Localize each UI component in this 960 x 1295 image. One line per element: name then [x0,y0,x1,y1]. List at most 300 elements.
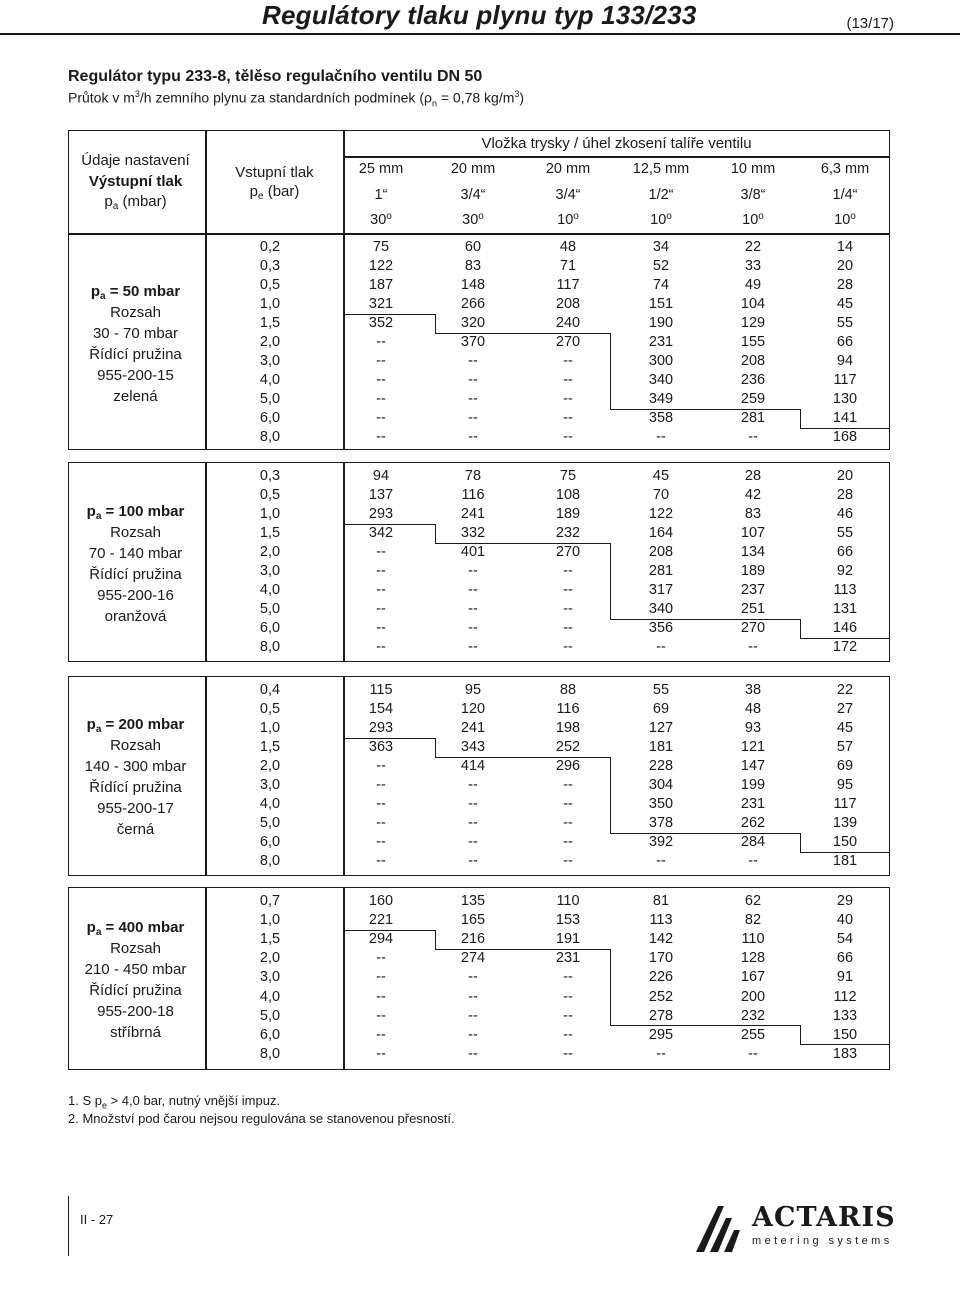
size-inch: 1“ [374,187,388,203]
range-label: Rozsah [110,940,161,957]
flow-value: 340 [648,372,674,388]
flow-value: -- [468,1007,478,1024]
inlet-pressure: 8,0 [259,639,281,655]
flow-value: 168 [832,429,858,445]
flow-value: 104 [740,296,766,312]
setting-header-line1: Údaje nastavení [81,152,190,169]
inlet-pressure: 0,5 [259,701,281,717]
flow-value: 75 [559,468,577,484]
accuracy-limit-step [435,738,436,758]
flow-value: 284 [740,834,766,850]
flow-value: 187 [368,277,394,293]
size-mm: 6,3 mm [820,161,870,177]
seat-angle: 10$^o$ [742,211,764,228]
flow-value: 183 [832,1045,858,1062]
flow-value: 150 [832,1026,858,1043]
flow-value: 38 [744,682,762,698]
flow-value: 392 [648,834,674,850]
inlet-pressure: 1,0 [259,506,281,522]
accuracy-limit-step [610,757,611,834]
flow-value: -- [468,639,478,655]
flow-value: 116 [556,701,580,717]
footnote-2: 2. Množství pod čarou nejsou regulována se stanovenou přesností. [68,1111,455,1126]
flow-value: -- [468,620,478,636]
flow-value: 232 [555,525,581,541]
accuracy-limit-line [525,543,610,544]
flow-value: -- [376,815,386,831]
spring-color: stříbrná [110,1024,161,1041]
flow-value: 95 [464,682,482,698]
flow-value: 113 [833,582,857,598]
flow-value: -- [376,620,386,636]
accuracy-limit-line [610,619,710,620]
inlet-pressure: 0,3 [259,258,281,274]
size-mm: 10 mm [730,161,776,177]
spring-label: Řídící pružina [89,982,182,999]
inlet-pressure: 1,0 [259,720,281,736]
flow-value: -- [563,429,573,445]
inlet-pressure: 8,0 [259,853,281,869]
flow-value: 266 [460,296,486,312]
inlet-pressure: 2,0 [259,544,281,560]
accuracy-limit-step [610,949,611,1026]
flow-value: -- [563,410,573,426]
flow-value: -- [563,582,573,598]
flow-value: 165 [460,912,486,929]
flow-value: 69 [652,701,670,717]
flow-value: -- [748,639,758,655]
accuracy-limit-line [435,949,525,950]
inlet-pressure: 8,0 [259,429,281,445]
flow-value: 200 [740,988,766,1005]
setting-header-line2: Výstupní tlak [88,173,183,190]
flow-value: -- [563,563,573,579]
flow-value: -- [468,777,478,793]
size-mm: 20 mm [450,161,496,177]
flow-value: -- [468,796,478,812]
accuracy-limit-line [800,428,890,429]
flow-value: -- [563,391,573,407]
seat-angle: 30$^o$ [370,211,392,228]
flow-value: 20 [836,258,854,274]
flow-value: 95 [836,777,854,793]
flow-value: 107 [740,525,766,541]
flow-value: 148 [460,277,486,293]
flow-value: 137 [368,487,394,503]
flow-value: 113 [649,912,673,929]
flow-value: -- [376,969,386,986]
page-ref-divider [68,1196,69,1256]
flow-value: 133 [832,1007,858,1024]
size-inch: 3/8“ [740,187,766,203]
size-inch: 3/4“ [555,187,581,203]
inlet-pressure: 4,0 [259,988,281,1005]
section-title: Regulátor typu 233-8, tělěso regulačního ventilu DN 50 [68,68,483,85]
flow-value: -- [468,853,478,869]
flow-value: 274 [460,950,486,967]
accuracy-limit-line [343,738,435,739]
flow-value: 28 [836,487,854,503]
accuracy-limit-step [435,524,436,544]
accuracy-limit-line [343,524,435,525]
flow-value: 237 [740,582,766,598]
flow-value: 48 [559,239,577,255]
flow-value: -- [468,815,478,831]
flow-value: 281 [740,410,766,426]
flow-value: 62 [744,893,762,909]
accuracy-limit-step [435,930,436,950]
inlet-pressure: 1,0 [259,912,281,929]
flow-value: 28 [744,468,762,484]
flow-value: 155 [740,334,766,350]
flow-value: 141 [832,410,858,426]
flow-value: 190 [648,315,674,331]
flow-value: 151 [648,296,674,312]
flow-value: 181 [648,739,674,755]
flow-value: 20 [836,468,854,484]
spring-part: 955-200-15 [97,367,174,384]
section-subtitle: Průtok v $m^3/h$ zemního plynu za standardních podmínek ($\rho_n = 0,78$ $kg/m^3$) [68,89,525,109]
range-label: Rozsah [110,737,161,754]
actaris-logo [690,1200,900,1260]
inlet-header-line1: Vstupní tlak [235,164,314,181]
spring-part: 955-200-17 [97,800,174,817]
flow-value: 358 [648,410,674,426]
actaris-logo-icon [690,1200,748,1258]
flow-value: 135 [460,893,486,909]
logo-tagline: metering systems [752,1235,893,1247]
flow-value: -- [376,601,386,617]
flow-value: 236 [740,372,766,388]
flow-value: 414 [460,758,486,774]
flow-value: 189 [555,506,581,522]
flow-value: 270 [740,620,766,636]
inlet-pressure: 4,0 [259,796,281,812]
block-divider-setting [205,676,207,876]
flow-value: 226 [648,969,674,986]
flow-value: 321 [368,296,394,312]
flow-value: 378 [648,815,674,831]
flow-value: 252 [648,988,674,1005]
flow-value: -- [468,353,478,369]
accuracy-limit-line [525,949,610,950]
flow-value: -- [376,834,386,850]
inlet-pressure: 1,5 [259,315,281,331]
flow-value: 172 [832,639,858,655]
inlet-pressure: 3,0 [259,353,281,369]
page-number: (13/17) [846,15,894,32]
flow-value: -- [376,777,386,793]
footnote-1: 1. S $p_e > 4,0$ bar, nutný vnější impuz. [68,1093,281,1111]
inlet-pressure: 0,5 [259,277,281,293]
flow-value: 363 [368,739,394,755]
flow-value: -- [468,429,478,445]
accuracy-limit-line [525,757,610,758]
accuracy-limit-line [800,852,890,853]
seat-angle: 10$^o$ [834,211,856,228]
flow-value: 22 [744,239,762,255]
flow-value: 356 [648,620,674,636]
range-value: 210 - 450 mbar [84,961,187,978]
flow-value: -- [468,582,478,598]
flow-value: 189 [740,563,766,579]
flow-value: 320 [460,315,486,331]
inlet-pressure: 5,0 [259,815,281,831]
flow-value: 208 [648,544,674,560]
flow-value: -- [656,429,666,445]
inlet-pressure: 6,0 [259,1026,281,1043]
flow-value: 255 [740,1026,766,1043]
accuracy-limit-line [343,314,435,315]
flow-value: 45 [652,468,670,484]
flow-value: 66 [836,334,854,350]
inlet-pressure: 1,5 [259,525,281,541]
setpoint-label: $p_a = 50$ mbar [90,283,181,302]
spring-label: Řídící pružina [89,566,182,583]
flow-value: 69 [836,758,854,774]
flow-value: 350 [648,796,674,812]
flow-value: 304 [648,777,674,793]
flow-value: -- [656,1045,666,1062]
spring-part: 955-200-18 [97,1003,174,1020]
inlet-pressure: 0,3 [259,468,281,484]
flow-value: -- [376,639,386,655]
flow-value: 116 [461,487,485,503]
inlet-pressure: 2,0 [259,334,281,350]
flow-value: 93 [744,720,762,736]
flow-value: 94 [836,353,854,369]
setting-header-line3: $p_a$ (mbar) [104,193,167,212]
block-divider-setting [205,462,207,662]
flow-value: 401 [460,544,486,560]
flow-value: 150 [832,834,858,850]
block-divider-setting [205,887,207,1070]
inlet-pressure: 1,5 [259,931,281,948]
spring-color: zelená [113,388,158,405]
inlet-header-line2: $p_e$ (bar) [249,183,300,202]
flow-value: 154 [368,701,394,717]
accuracy-limit-line [435,757,525,758]
flow-value: 281 [648,563,674,579]
flow-value: 14 [836,239,854,255]
flow-value: -- [563,372,573,388]
flow-value: -- [656,639,666,655]
flow-value: -- [376,853,386,869]
flow-value: -- [376,1007,386,1024]
accuracy-limit-line [610,1025,710,1026]
size-inch: 3/4“ [460,187,486,203]
flow-value: 251 [740,601,766,617]
flow-value: 115 [369,682,393,698]
flow-value: 146 [832,620,858,636]
flow-value: -- [468,988,478,1005]
flow-value: -- [468,391,478,407]
flow-value: 164 [648,525,674,541]
range-label: Rozsah [110,304,161,321]
inlet-pressure: 6,0 [259,620,281,636]
flow-value: 259 [740,391,766,407]
flow-value: 232 [740,1007,766,1024]
inlet-pressure: 0,4 [259,682,281,698]
flow-value: 127 [648,720,674,736]
flow-value: 130 [832,391,858,407]
flow-value: 110 [741,931,765,948]
logo-name: ACTARIS [752,1202,896,1233]
spring-color: černá [116,821,155,838]
flow-value: 122 [648,506,674,522]
flow-value: 27 [836,701,854,717]
flow-value: -- [376,334,386,350]
flow-value: 293 [368,506,394,522]
size-mm: 20 mm [545,161,591,177]
flow-value: 83 [464,258,482,274]
flow-value: 343 [460,739,486,755]
inlet-pressure: 5,0 [259,391,281,407]
seat-angle: 30$^o$ [462,211,484,228]
accuracy-limit-step [610,333,611,410]
flow-value: 45 [836,296,854,312]
flow-value: 29 [836,893,854,909]
accuracy-limit-line [710,833,800,834]
accuracy-limit-step [800,619,801,639]
inlet-pressure: 5,0 [259,601,281,617]
flow-value: 228 [648,758,674,774]
flow-value: 121 [740,739,766,755]
accuracy-limit-line [800,638,890,639]
flow-value: 139 [832,815,858,831]
header-rule-insert [343,156,890,158]
size-mm: 12,5 mm [632,161,690,177]
inlet-pressure: 2,0 [259,758,281,774]
flow-value: 45 [836,720,854,736]
flow-value: 167 [740,969,766,986]
flow-value: 294 [368,931,394,948]
flow-value: 147 [740,758,766,774]
setpoint-label: $p_a = 100$ mbar [86,503,185,522]
flow-value: -- [468,1045,478,1062]
flow-value: 142 [648,931,674,948]
flow-value: 70 [652,487,670,503]
flow-value: 342 [368,525,394,541]
accuracy-limit-line [610,833,710,834]
flow-value: 181 [832,853,858,869]
flow-value: 108 [555,487,581,503]
flow-value: -- [376,563,386,579]
flow-value: -- [563,1026,573,1043]
flow-value: 57 [836,739,854,755]
flow-value: 40 [836,912,854,929]
flow-value: 270 [555,334,581,350]
accuracy-limit-line [710,409,800,410]
flow-value: 270 [555,544,581,560]
flow-value: 42 [744,487,762,503]
flow-value: -- [376,758,386,774]
flow-value: 120 [460,701,486,717]
flow-value: 110 [556,893,580,909]
accuracy-limit-line [343,930,435,931]
flow-value: 352 [368,315,394,331]
header-bottom-rule [68,233,890,235]
flow-value: 60 [464,239,482,255]
flow-value: -- [376,950,386,967]
inlet-pressure: 3,0 [259,777,281,793]
accuracy-limit-step [610,543,611,620]
inlet-pressure: 4,0 [259,582,281,598]
flow-value: 112 [833,988,857,1005]
page-title: Regulátory tlaku plynu typ 133/233 [262,0,697,30]
page-ref: II - 27 [80,1212,114,1227]
flow-value: 75 [372,239,390,255]
flow-value: -- [468,969,478,986]
range-label: Rozsah [110,524,161,541]
inlet-pressure: 3,0 [259,969,281,986]
flow-value: 231 [555,950,581,967]
range-value: 30 - 70 mbar [92,325,179,342]
flow-value: 117 [833,372,857,388]
flow-value: 216 [460,931,486,948]
flow-value: 170 [648,950,674,967]
flow-value: -- [468,563,478,579]
flow-value: 78 [464,468,482,484]
flow-value: 34 [652,239,670,255]
flow-value: 46 [836,506,854,522]
spring-label: Řídící pružina [89,346,182,363]
flow-value: -- [376,796,386,812]
range-value: 70 - 140 mbar [88,545,183,562]
flow-value: -- [376,372,386,388]
flow-value: 117 [833,796,857,812]
flow-value: -- [563,601,573,617]
flow-value: 55 [652,682,670,698]
accuracy-limit-line [800,1044,890,1045]
inlet-pressure: 1,0 [259,296,281,312]
flow-value: 122 [368,258,394,274]
flow-value: 208 [740,353,766,369]
accuracy-limit-line [435,333,525,334]
flow-value: 48 [744,701,762,717]
flow-value: -- [656,853,666,869]
flow-value: 134 [740,544,766,560]
flow-value: 22 [836,682,854,698]
size-inch: 1/2“ [648,187,674,203]
accuracy-limit-step [800,409,801,429]
flow-value: 262 [740,815,766,831]
range-value: 140 - 300 mbar [84,758,187,775]
inlet-pressure: 4,0 [259,372,281,388]
flow-value: -- [563,620,573,636]
accuracy-limit-line [525,333,610,334]
size-mm: 25 mm [358,161,404,177]
flow-value: 28 [836,277,854,293]
inlet-pressure: 0,5 [259,487,281,503]
flow-value: -- [376,544,386,560]
accuracy-limit-line [435,543,525,544]
flow-value: -- [748,1045,758,1062]
flow-value: -- [563,353,573,369]
inlet-pressure: 3,0 [259,563,281,579]
flow-value: -- [563,853,573,869]
inlet-pressure: 1,5 [259,739,281,755]
flow-value: 74 [652,277,670,293]
insert-header: Vložka trysky / úhel zkosení talíře ventilu [481,135,752,152]
flow-value: -- [468,410,478,426]
flow-value: 71 [559,258,577,274]
flow-value: 295 [648,1026,674,1043]
flow-value: 300 [648,353,674,369]
flow-value: -- [563,1045,573,1062]
flow-value: -- [563,639,573,655]
inlet-pressure: 2,0 [259,950,281,967]
